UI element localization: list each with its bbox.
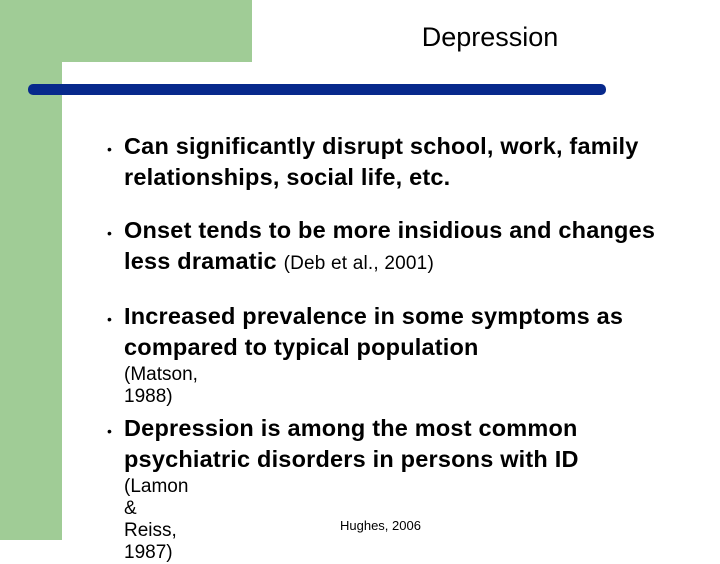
bullet-icon: • xyxy=(107,225,112,241)
bullet-item-2 xyxy=(124,215,684,279)
bullet-item-text: Increased prevalence in some symptoms as compared to typical population xyxy=(124,303,624,360)
bullet-item-3 xyxy=(124,301,684,363)
bullet-item-text: Depression is among the most common psychiatric disorders in persons with ID xyxy=(124,415,579,472)
citation: (Lamon & Reiss, 1987) xyxy=(124,476,189,563)
citation: (Deb et al., 2001) xyxy=(283,253,434,274)
bullet-item-text: Can significantly disrupt school, work, family relationships, social life, etc. xyxy=(124,133,639,190)
bullet-icon: • xyxy=(107,141,112,157)
bullet-item-4 xyxy=(124,413,684,475)
slide-title: Depression xyxy=(421,22,559,52)
top-accent-block xyxy=(0,0,252,62)
footer-source: Hughes, 2006 xyxy=(340,518,421,533)
left-accent-bar xyxy=(0,0,62,540)
bullet-item-1 xyxy=(124,131,684,193)
bullet-icon: • xyxy=(107,311,112,327)
title-underline xyxy=(28,84,606,95)
bullet-item-text: Onset tends to be more insidious and changes less dramatic xyxy=(124,217,656,274)
bullet-icon: • xyxy=(107,423,112,439)
citation: (Matson, 1988) xyxy=(124,364,198,407)
